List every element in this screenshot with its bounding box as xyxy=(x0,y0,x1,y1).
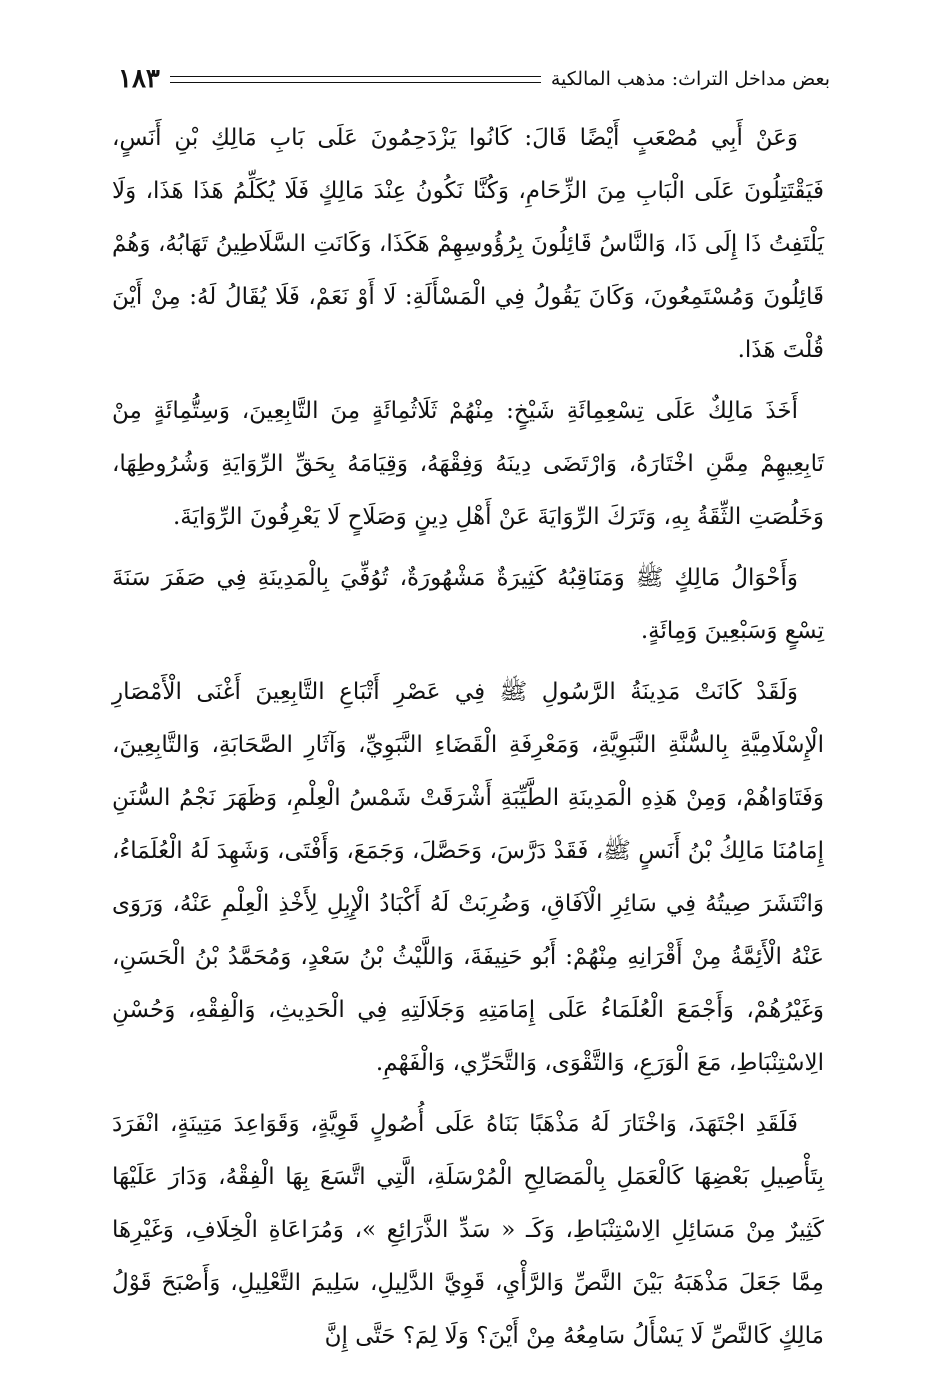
paragraph: فَلَقَدِ اجْتَهَدَ، وَاخْتَارَ لَهُ مَذْهَبًا بَنَاهُ عَلَى أُصُولٍ قَوِيَّةٍ، وَقَوَاعِدَ مَتِينَةٍ، انْفَرَدَ بِتَأْصِيلِ بَعْضِهَا كَالْعَمَلِ بِالْمَصَالِحِ الْمُرْسَلَةِ، الَّتِي اتَّسَعَ بِهَا الْفِقْهُ، وَدَارَ عَلَيْهَا كَثِيرٌ مِنْ مَسَائِلِ الِاسْتِنْبَاطِ، وَكَـ « سَدِّ الذَّرَائِعِ »، وَمُرَاعَاةِ الْخِلَافِ، وَغَيْرِهَا مِمَّا جَعَلَ مَذْهَبَهُ بَيْنَ النَّصِّ وَالرَّأْيِ، قَوِيَّ الدَّلِيلِ، سَلِيمَ التَّعْلِيلِ، وَأَصْبَحَ قَوْلُ مَالِكٍ كَالنَّصِّ لَا يَسْأَلُ سَامِعُهُ مِنْ أَيْنَ؟ وَلَا لِمَ؟ حَتَّى إِنَّ xyxy=(112,1111,824,1349)
paragraph: أَخَذَ مَالِكٌ عَلَى تِسْعِمِائَةِ شَيْخٍ: مِنْهُمْ ثَلَاثُمِائَةٍ مِنَ التَّابِعِينَ، وَسِتُّمِائَةٍ مِنْ تَابِعِيهِمْ مِمَّنِ اخْتَارَهُ، وَارْتَضَى دِينَهُ وَفِقْهَهُ، وَقِيَامَهُ بِحَقِّ الرِّوَايَةِ وَشُرُوطِهَا، وَخَلُصَتِ الثِّقَةُ بِهِ، وَتَرَكَ الرِّوَايَةَ عَنْ أَهْلِ دِينٍ وَصَلَاحٍ لَا يَعْرِفُونَ الرِّوَايَةَ. xyxy=(112,398,824,530)
page-number: ١٨٣ xyxy=(118,64,160,94)
running-title: بعض مداخل التراث: مذهب المالكية xyxy=(550,68,830,90)
paragraph: وَأَحْوَالُ مَالِكٍ ﷺ وَمَنَاقِبُهُ كَثِيرَةٌ مَشْهُورَةٌ، تُوُفِّيَ بِالْمَدِينَةِ فِي صَفَرَ سَنَةَ تِسْعٍ وَسَبْعِينَ وَمِائَةٍ. xyxy=(112,565,824,644)
paragraph: وَعَنْ أَبِي مُصْعَبٍ أَيْضًا قَالَ: كَانُوا يَزْدَحِمُونَ عَلَى بَابِ مَالِكِ بْنِ أَنَسٍ، فَيَقْتَتِلُونَ عَلَى الْبَابِ مِنَ الزِّحَامِ، وَكُنَّا نَكُونُ عِنْدَ مَالِكٍ فَلَا يُكَلِّمُ هَذَا هَذَا، وَلَا يَلْتَفِتُ ذَا إِلَى ذَا، وَالنَّاسُ قَائِلُونَ بِرُؤُوسِهِمْ هَكَذَا، وَكَانَتِ السَّلَاطِينُ تَهَابُهُ، وَهُمْ قَائِلُونَ وَمُسْتَمِعُونَ، وَكَانَ يَقُولُ فِي الْمَسْأَلَةِ: لَا أَوْ نَعَمْ، فَلَا يُقَالُ لَهُ: مِنْ أَيْنَ قُلْتَ هَذَا. xyxy=(112,125,824,363)
body-text xyxy=(112,112,824,1371)
page-header xyxy=(118,62,830,96)
header-rule xyxy=(170,76,541,83)
paragraph: وَلَقَدْ كَانَتْ مَدِينَةُ الرَّسُولِ ﷺ فِي عَصْرِ أَتْبَاعِ التَّابِعِينَ أَغْنَى الْأَمْصَارِ الْإِسْلَامِيَّةِ بِالسُّنَّةِ النَّبَوِيَّةِ، وَمَعْرِفَةِ الْقَضَاءِ النَّبَوِيِّ، وَآثَارِ الصَّحَابَةِ، وَالتَّابِعِينَ، وَفَتَاوَاهُمْ، وَمِنْ هَذِهِ الْمَدِينَةِ الطَّيِّبَةِ أَشْرَقَتْ شَمْسُ الْعِلْمِ، وَظَهَرَ نَجْمُ السُّنَنِ إِمَامُنَا مَالِكُ بْنُ أَنَسٍ ﷺ، فَقَدْ دَرَّسَ، وَحَصَّلَ، وَجَمَعَ، وَأَفْتَى، وَشَهِدَ لَهُ الْعُلَمَاءُ، وَانْتَشَرَ صِيتُهُ فِي سَائِرِ الْآفَاقِ، وَضُرِبَتْ لَهُ أَكْبَادُ الْإِبِلِ لِأَخْذِ الْعِلْمِ عَنْهُ، وَرَوَى عَنْهُ الْأَئِمَّةُ مِنْ أَقْرَانِهِ مِنْهُمْ: أَبُو حَنِيفَةَ، وَاللَّيْثُ بْنُ سَعْدٍ، وَمُحَمَّدُ بْنُ الْحَسَنِ، وَغَيْرُهُمْ، وَأَجْمَعَ الْعُلَمَاءُ عَلَى إِمَامَتِهِ وَجَلَالَتِهِ فِي الْحَدِيثِ، وَالْفِقْهِ، وَحُسْنِ الِاسْتِنْبَاطِ، مَعَ الْوَرَعِ، وَالتَّقْوَى، وَالتَّحَرِّي، وَالْفَهْمِ. xyxy=(112,679,824,1076)
